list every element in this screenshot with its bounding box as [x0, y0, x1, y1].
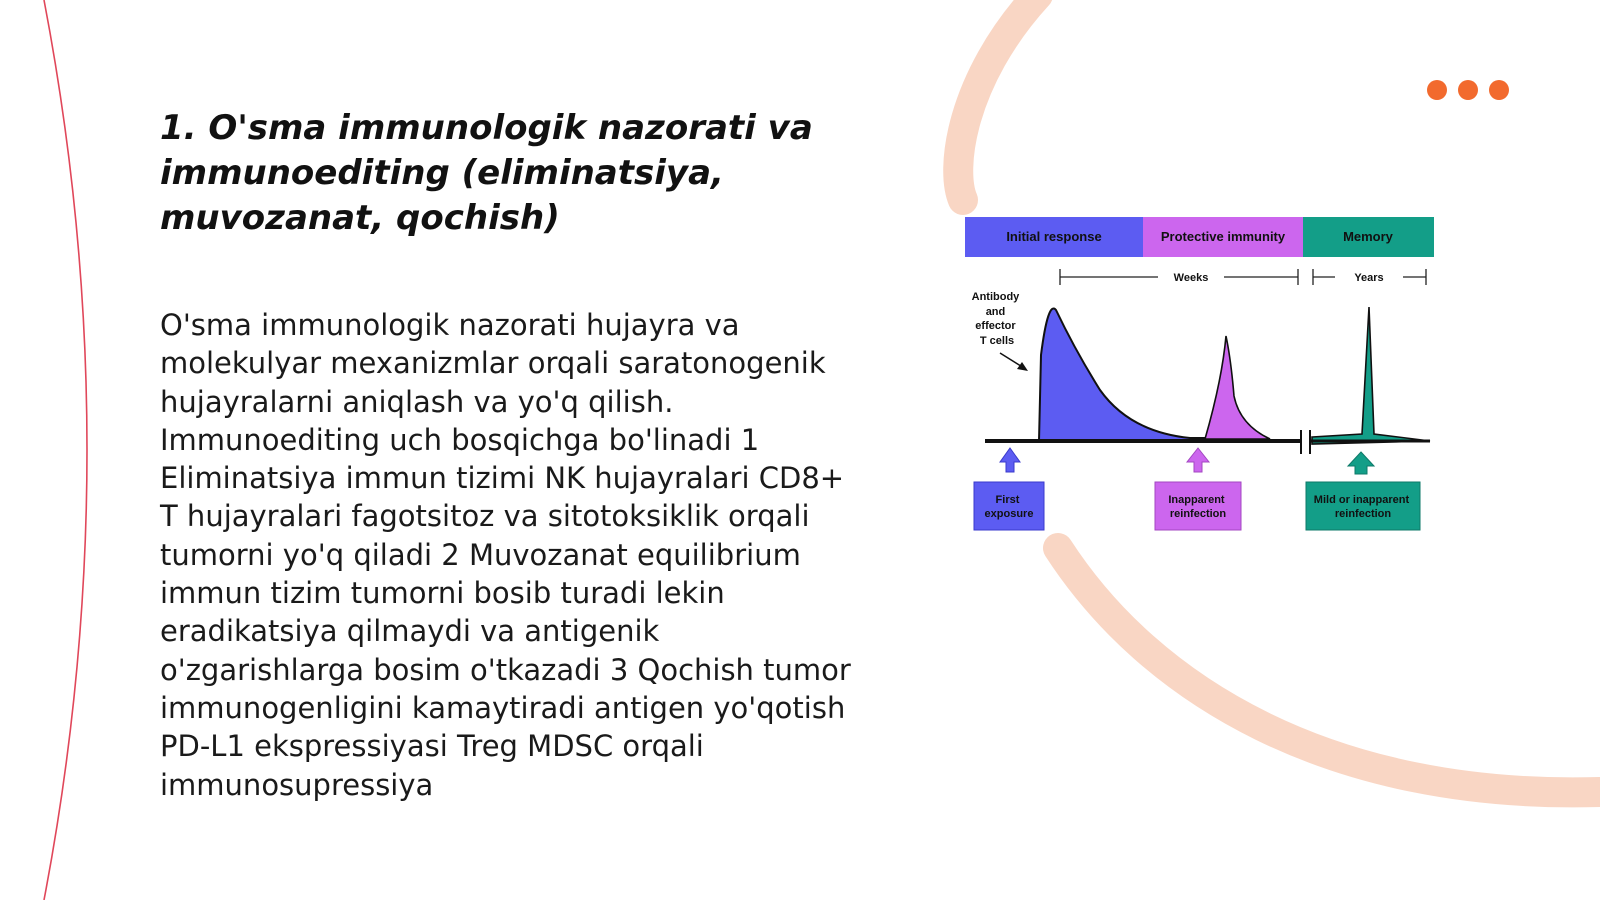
- years-label: Years: [1354, 272, 1384, 284]
- event-label-line: Inapparent: [1168, 494, 1225, 506]
- inapparent-reinfection-arrow: [1187, 448, 1209, 472]
- mild-reinfection-box: [1306, 482, 1420, 530]
- phase-label-protective: Protective immunity: [1160, 229, 1286, 244]
- protective-response-peak: [1205, 336, 1270, 439]
- mild-reinfection-arrow: [1348, 452, 1374, 474]
- immune-response-diagram: [960, 210, 1450, 540]
- phase-label-memory: Memory: [1343, 229, 1393, 244]
- event-label-line: reinfection: [1169, 508, 1227, 520]
- annotation-pointer-head: [1017, 362, 1028, 371]
- event-label-line: exposure: [984, 508, 1034, 520]
- first-exposure-arrow: [1000, 448, 1020, 472]
- annotation-line: T cells: [979, 335, 1015, 347]
- event-label-line: Mild or inapparent: [1313, 494, 1410, 506]
- annotation-line: effector: [975, 320, 1016, 332]
- inapparent-reinfection-box: [1155, 482, 1241, 530]
- immune-response-figure: [960, 210, 1450, 540]
- event-label-line: reinfection: [1334, 508, 1392, 520]
- weeks-label: Weeks: [1173, 272, 1209, 284]
- three-dots-decoration: [1427, 80, 1509, 100]
- orange-dot: [1427, 80, 1447, 100]
- first-exposure-box: [974, 482, 1044, 530]
- orange-dot: [1489, 80, 1509, 100]
- slide-body-text: O'sma immunologik nazorati hujayra va molekulyar mexanizmlar orqali saratonogenik hujayralarni aniqlash va yo'q qilish. Immunoediting uch bosqichga bo'linadi 1 Eliminatsiya immun tizimi NK hujayralari CD8+ T hujayralari fagotsitoz va sitotoksiklik orqali tumorni yo'q qiladi 2 Muvozanat equilibrium immun tizim tumorni bosib turadi lekin eradikatsiya qilmaydi va antigenik o'zgarishlarga bosim o'tkazadi 3 Qochish tumor immunogenligini kamaytiradi antigen yo'qotish PD-L1 ekspressiyasi Treg MDSC orqali immunosupressiya: [160, 308, 851, 802]
- annotation-line: and: [985, 306, 1006, 318]
- phase-label-initial: Initial response: [1006, 229, 1102, 244]
- event-label-line: First: [995, 494, 1020, 506]
- antibody-annotation: [972, 291, 1023, 347]
- annotation-line: Antibody: [971, 291, 1020, 303]
- left-decorative-arc: [44, 0, 87, 900]
- slide-title: 1. O'sma immunologik nazorati va immunoediting (eliminatsiya, muvozanat, qochish): [160, 108, 813, 238]
- orange-dot: [1458, 80, 1478, 100]
- memory-response-peak: [1312, 307, 1430, 444]
